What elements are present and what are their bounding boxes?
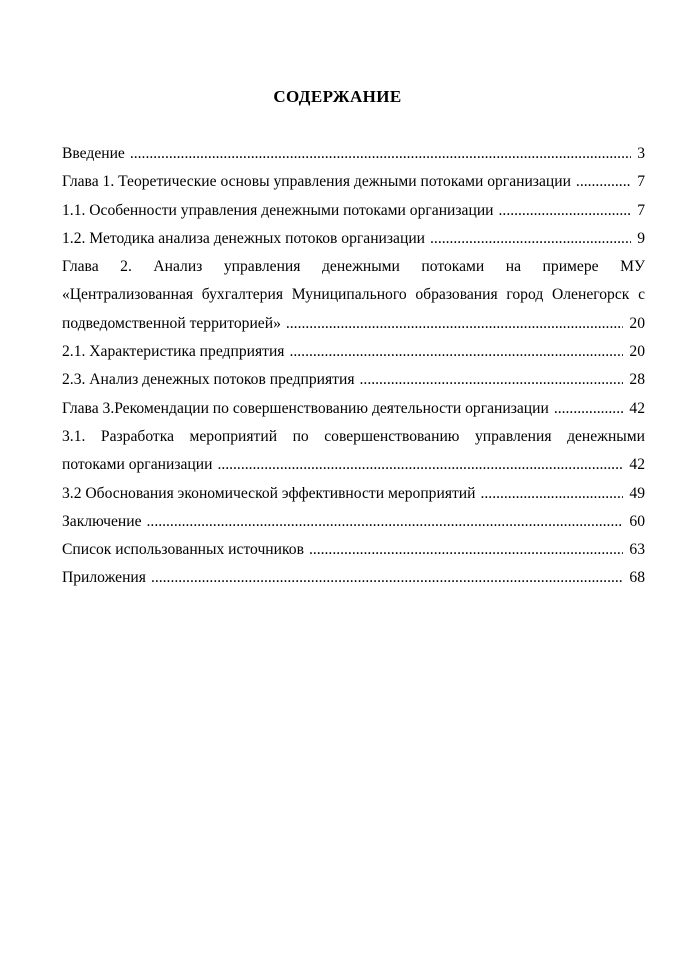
toc-page-number: 20 [629,314,645,332]
toc-dot-leader [147,508,624,536]
toc-entry-text: подведомственной территорией» [62,314,281,332]
toc-entry-text: 2.1. Характеристика предприятия [62,343,285,361]
toc-page-number: 20 [629,343,645,361]
toc-page-number: 63 [629,541,645,559]
toc-entry-text: 1.1. Особенности управления денежными потоками организации [62,201,494,219]
toc-dot-leader [151,564,623,592]
toc-entry-text: 3.2 Обоснования экономической эффективности мероприятий [62,484,476,502]
toc-entry-line [62,508,645,536]
toc-entry-line [62,366,645,394]
toc-entry-line [62,395,645,423]
toc-page-number: 7 [637,173,645,191]
toc-entry-line: Глава 2. Анализ управления денежными потоками на примере МУ [62,258,645,276]
toc-page-number: 3 [637,145,645,162]
toc-entry-text: Список использованных источников [62,541,304,559]
toc-page-number: 42 [629,456,645,474]
toc-entry-line [62,536,645,564]
toc-entry-text: 1.2. Методика анализа денежных потоков организации [62,229,426,247]
toc-entry-text: потоками организации [62,456,213,474]
page-title: СОДЕРЖАНИЕ [273,87,402,106]
toc-page-number: 49 [629,484,645,502]
toc-entry-text: Заключение [62,512,142,530]
toc-entry-line: «Централизованная бухгалтерия Муниципального образования город Оленегорск с [62,286,645,304]
toc-page-number: 68 [629,569,645,587]
toc-dot-leader [576,168,631,196]
toc-dot-leader [430,225,631,253]
toc-entry-text: 2.3. Анализ денежных потоков предприятия [62,371,355,389]
toc-dot-leader [289,338,623,366]
toc-page-number: 42 [629,399,645,417]
toc-entry-line [62,338,645,366]
toc-page-number: 7 [637,201,645,219]
toc-page-number: 60 [629,512,645,530]
toc-entry-line [62,480,645,508]
toc-entry-line [62,168,645,196]
toc-entry-text: Введение [62,145,125,162]
toc-dot-leader [481,480,624,508]
toc-dot-leader [217,451,623,479]
toc-entry-line [62,564,645,592]
toc-dot-leader [554,395,624,423]
toc-entry-text: Глава 3.Рекомендации по совершенствованию деятельности организации [62,399,549,417]
toc-entry-line [62,140,645,168]
toc-entry-text: Приложения [62,569,146,587]
toc-dot-leader [286,310,624,338]
toc-entry-line [62,225,645,253]
toc-entry-line [62,310,645,338]
toc-dot-leader [130,140,631,168]
toc-list [62,140,645,593]
toc-entry-line [62,451,645,479]
toc-dot-leader [309,536,623,564]
toc-dot-leader [360,366,624,394]
toc-page-number: 9 [637,229,645,247]
toc-page-number: 28 [629,371,645,389]
toc-entry-line [62,197,645,225]
toc-entry-text: Глава 1. Теоретические основы управления дежными потоками организации [62,173,571,191]
toc-dot-leader [499,197,632,225]
toc-entry-line: 3.1. Разработка мероприятий по совершенствованию управления денежными [62,427,645,445]
